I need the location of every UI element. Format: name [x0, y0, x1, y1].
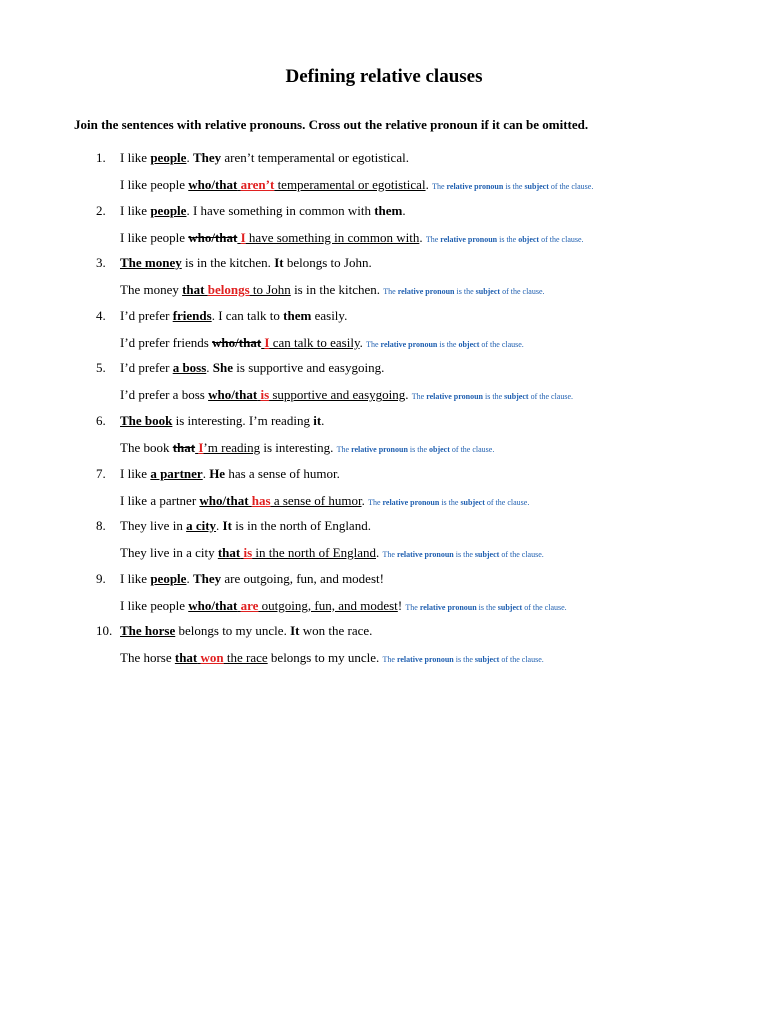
question-line — [96, 202, 406, 220]
note-relative-pronoun: relative pronoun — [419, 602, 477, 612]
answer-segment: ’m reading — [203, 440, 261, 455]
item-number: 10. — [96, 623, 113, 639]
question-segment: friends — [172, 307, 212, 323]
answer-line — [120, 544, 544, 562]
grammar-note — [383, 287, 544, 296]
answer-segment: I’d prefer friends — [120, 334, 213, 350]
question-segment: a partner — [150, 465, 203, 481]
answer-segment: who/that — [212, 334, 262, 350]
answer-segment: I like people — [120, 229, 189, 245]
answer-segment: that — [172, 440, 196, 455]
note-role: subject — [524, 182, 549, 191]
note-text: The — [368, 497, 383, 507]
question-segment: is in the north of England. — [231, 518, 371, 534]
question-segment: They live in — [120, 518, 187, 534]
answer-segment: is — [260, 387, 270, 403]
answer-segment: I — [264, 334, 270, 350]
item-number: 5. — [96, 360, 106, 376]
grammar-note — [383, 550, 544, 559]
note-role: subject — [460, 497, 485, 507]
answer-segment: is in the kitchen. — [290, 282, 380, 298]
answer-line — [120, 176, 593, 194]
note-text: is the — [483, 392, 505, 402]
note-relative-pronoun: relative pronoun — [380, 339, 438, 349]
question-segment: They — [192, 150, 222, 165]
question-segment: belongs to my uncle. — [175, 623, 291, 639]
note-text: The — [382, 550, 397, 560]
answer-segment: belongs to my uncle. — [267, 650, 380, 666]
note-role: subject — [474, 550, 500, 560]
question-segment: a city — [186, 518, 217, 534]
answer-line — [120, 597, 567, 615]
answer-segment: who/that — [188, 597, 238, 613]
answer-segment: who/that — [188, 177, 238, 192]
note-role: subject — [474, 655, 500, 665]
grammar-note — [412, 392, 573, 401]
answer-segment: I like a partner — [120, 492, 200, 508]
question-segment: The book — [120, 413, 173, 428]
answer-segment: The horse — [120, 650, 175, 666]
question-segment: I’d prefer — [120, 307, 173, 323]
answer-segment: belongs — [207, 282, 250, 298]
question-segment: . — [402, 202, 406, 218]
question-segment: I like — [120, 202, 151, 218]
answer-segment: . — [359, 334, 363, 350]
answer-line — [120, 386, 573, 404]
question-segment: The money — [120, 255, 182, 271]
answer-segment: I — [240, 229, 246, 245]
note-text: of the clause. — [522, 602, 567, 612]
question-segment: it — [313, 413, 322, 428]
answer-segment: has — [251, 492, 271, 508]
question-segment: He — [209, 465, 226, 481]
note-role: object — [458, 339, 480, 349]
answer-segment: who/that — [208, 387, 258, 403]
note-text: The — [383, 287, 398, 297]
note-text: of the clause. — [499, 655, 544, 665]
question-segment: has a sense of humor. — [225, 465, 340, 481]
question-line — [96, 149, 409, 167]
question-segment: . — [216, 518, 223, 534]
note-relative-pronoun: relative pronoun — [440, 234, 498, 244]
question-segment: . I can talk to — [211, 307, 284, 323]
instructions: Join the sentences with relative pronouns. Cross out the relative pronoun if it can be omitted. — [74, 117, 589, 132]
answer-segment: I like people — [120, 597, 189, 613]
question-segment: won the race. — [299, 623, 373, 639]
question-segment: . — [202, 465, 210, 481]
grammar-note — [426, 235, 584, 244]
item-number: 9. — [96, 570, 106, 586]
grammar-note — [337, 445, 495, 454]
note-text: of the clause. — [500, 287, 545, 297]
answer-segment: temperamental or egotistical — [274, 177, 426, 192]
grammar-note — [405, 603, 566, 612]
answer-segment: a sense of humor — [270, 492, 362, 508]
note-text: of the clause. — [484, 497, 530, 507]
answer-segment: that — [182, 282, 205, 298]
question-line — [96, 465, 340, 483]
question-line — [96, 412, 324, 430]
answer-segment: . — [376, 545, 380, 561]
item-number: 8. — [96, 518, 106, 534]
answer-segment: The money — [120, 282, 183, 298]
question-line — [96, 359, 384, 377]
answer-segment: that — [174, 650, 198, 666]
note-role: subject — [504, 392, 529, 402]
answer-segment: . — [405, 387, 409, 403]
note-text: is the — [476, 602, 498, 612]
grammar-note — [366, 340, 524, 349]
answer-segment: aren’t — [240, 177, 275, 192]
note-text: of the clause. — [479, 339, 524, 349]
answer-segment: have something in common with — [245, 229, 420, 245]
note-text: is the — [503, 182, 525, 191]
note-text: The — [382, 655, 397, 665]
note-text: is the — [437, 339, 459, 349]
question-segment: I like — [120, 570, 151, 586]
note-relative-pronoun: relative pronoun — [396, 550, 454, 560]
question-line — [96, 254, 372, 272]
answer-segment: I — [198, 440, 204, 455]
answer-segment: . — [425, 177, 429, 192]
answer-segment: The book — [120, 440, 173, 455]
note-text: The — [432, 182, 447, 191]
question-segment: . I have something in common with — [186, 202, 375, 218]
item-number: 3. — [96, 255, 106, 271]
page-title: Defining relative clauses — [285, 66, 483, 87]
question-segment: It — [222, 518, 232, 534]
answer-segment: is — [243, 545, 253, 561]
note-role: subject — [475, 287, 501, 297]
note-role: object — [518, 234, 540, 244]
item-number: 6. — [96, 413, 106, 428]
grammar-note — [383, 655, 544, 664]
question-line — [96, 307, 347, 325]
question-segment: . — [186, 570, 193, 586]
question-segment: is supportive and easygoing. — [233, 360, 385, 376]
grammar-note — [368, 498, 529, 507]
answer-segment: I’d prefer a boss — [120, 387, 209, 403]
answer-segment: the race — [223, 650, 268, 666]
note-role: object — [429, 445, 450, 454]
question-segment: . — [321, 413, 325, 428]
question-segment: is in the kitchen. — [181, 255, 275, 271]
answer-line — [120, 649, 544, 667]
question-segment: is interesting. I’m reading — [172, 413, 314, 428]
question-segment: . — [186, 150, 193, 165]
note-text: is the — [453, 550, 475, 560]
answer-segment: outgoing, fun, and modest — [258, 597, 398, 613]
question-segment: a boss — [172, 360, 207, 376]
grammar-note — [432, 182, 593, 191]
question-segment: I like — [120, 465, 151, 481]
note-text: of the clause. — [449, 445, 495, 454]
question-segment: They — [192, 570, 222, 586]
note-text: is the — [453, 655, 475, 665]
item-number: 1. — [96, 150, 106, 165]
answer-line — [120, 492, 529, 510]
question-segment: It — [274, 255, 284, 271]
answer-segment: that — [217, 545, 241, 561]
note-role: subject — [497, 602, 523, 612]
question-segment: aren’t temperamental or egotistical. — [221, 150, 409, 165]
note-text: is the — [454, 287, 476, 297]
note-text: of the clause. — [499, 550, 544, 560]
note-relative-pronoun: relative pronoun — [397, 287, 455, 297]
note-relative-pronoun: relative pronoun — [446, 182, 504, 191]
item-number: 4. — [96, 307, 106, 323]
note-text: of the clause. — [528, 392, 574, 402]
answer-segment: to John — [249, 282, 291, 298]
question-segment: people — [150, 150, 187, 165]
item-number: 2. — [96, 202, 106, 218]
question-segment: easily. — [311, 307, 348, 323]
answer-segment: in the north of England — [252, 545, 376, 561]
note-text: is the — [407, 445, 430, 454]
answer-segment: supportive and easygoing — [269, 387, 406, 403]
question-segment: The horse — [120, 623, 176, 639]
question-segment: belongs to John. — [283, 255, 372, 271]
item-number: 7. — [96, 465, 106, 481]
note-text: of the clause. — [548, 182, 594, 191]
question-segment: It — [290, 623, 300, 639]
question-segment: them — [374, 202, 403, 218]
note-text: The — [405, 602, 420, 612]
question-segment: them — [283, 307, 312, 323]
answer-segment: won — [200, 650, 224, 666]
note-relative-pronoun: relative pronoun — [382, 497, 440, 507]
question-segment: people — [150, 202, 187, 218]
answer-segment: I like people — [120, 177, 189, 192]
answer-segment: can talk to easily — [269, 334, 360, 350]
question-segment: . — [206, 360, 213, 376]
note-text: The — [336, 445, 352, 454]
question-line — [96, 517, 371, 535]
answer-segment: is interesting. — [260, 440, 334, 455]
answer-segment: ! — [397, 597, 403, 613]
note-text: is the — [497, 234, 519, 244]
answer-segment: They live in a city — [120, 545, 218, 561]
note-text: The — [366, 339, 381, 349]
question-line — [96, 622, 372, 640]
note-text: The — [411, 392, 427, 402]
question-segment: She — [212, 360, 234, 376]
answer-line — [120, 334, 524, 352]
answer-segment: who/that — [188, 229, 238, 245]
question-segment: people — [150, 570, 187, 586]
answer-segment: are — [240, 597, 259, 613]
question-segment: I’d prefer — [120, 360, 173, 376]
question-line — [96, 570, 384, 588]
answer-segment: . — [419, 229, 423, 245]
note-relative-pronoun: relative pronoun — [351, 445, 408, 454]
note-text: The — [425, 234, 441, 244]
note-text: is the — [439, 497, 461, 507]
note-text: of the clause. — [539, 234, 584, 244]
note-relative-pronoun: relative pronoun — [396, 655, 454, 665]
answer-line — [120, 229, 584, 247]
answer-segment: . — [361, 492, 365, 508]
note-relative-pronoun: relative pronoun — [426, 392, 484, 402]
answer-line — [120, 439, 494, 457]
answer-line — [120, 281, 545, 299]
question-segment: are outgoing, fun, and modest! — [221, 570, 384, 586]
question-segment: I like — [120, 150, 151, 165]
answer-segment: who/that — [199, 492, 249, 508]
